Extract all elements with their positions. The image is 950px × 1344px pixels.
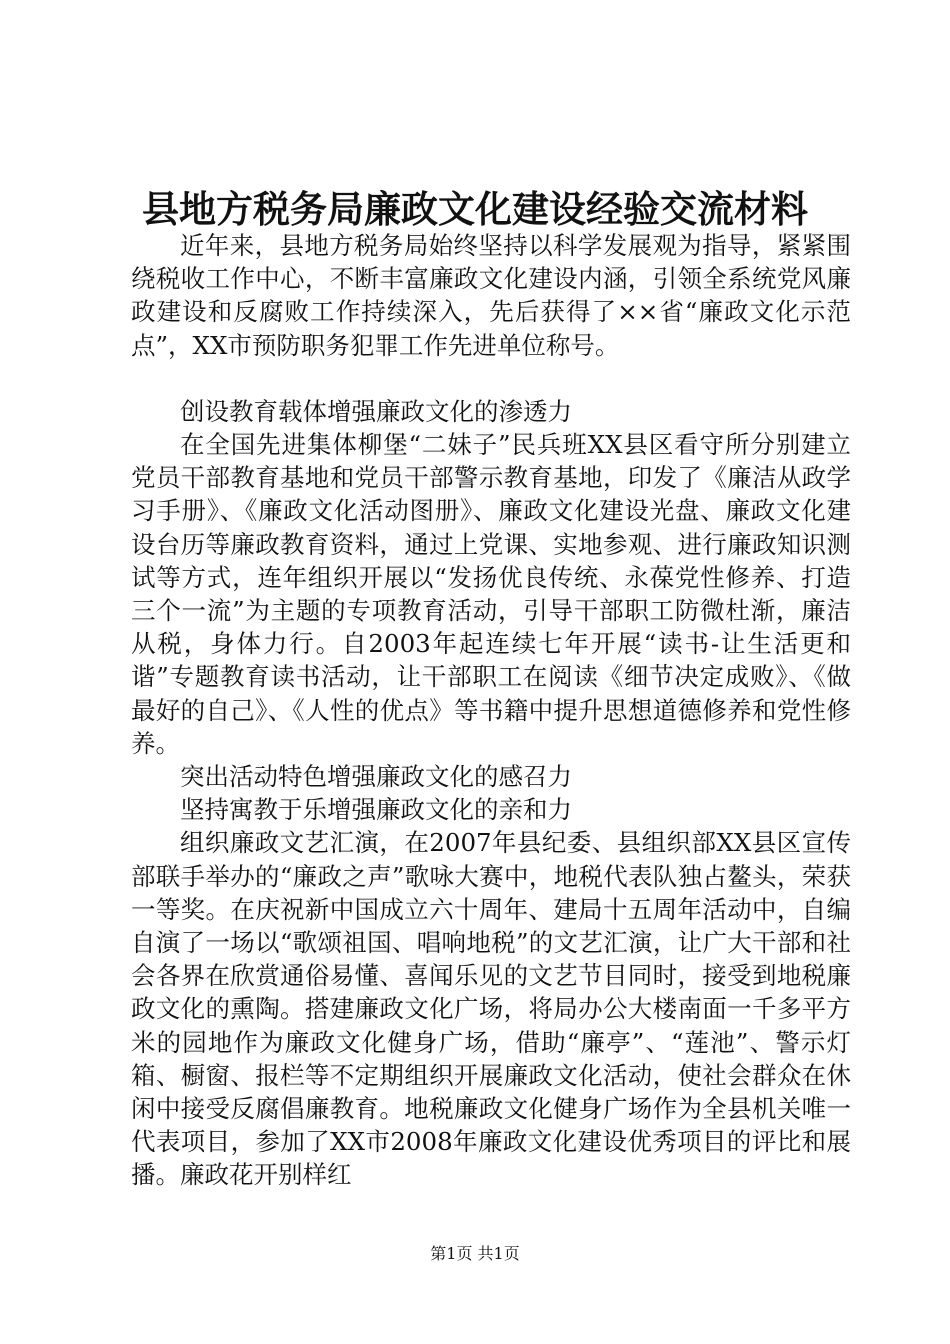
paragraph-entertainment: 组织廉政文艺汇演，在2007年县纪委、县组织部XX县区宣传部联手举办的“廉政之声”歌咏大赛中，地税代表队独占鳌头，荣获一等奖。在庆祝新中国成立六十周年、建局十五周年活动中，自编自演了一场以“歌颂祖国、唱响地税”的文艺汇演，让广大干部和社会各界在欣赏通俗易懂、喜闻乐见的文艺节目同时，接受到地税廉政文化的熏陶。搭建廉政文化广场，将局办公大楼南面一千多平方米的园地作为廉政文化健身广场，借助“廉亭”、“莲池”、警示灯箱、橱窗、报栏等不定期组织开展廉政文化活动，使社会群众在休闲中接受反腐倡廉教育。地税廉政文化健身广场作为全县机关唯一代表项目，参加了XX市2008年廉政文化建设优秀项目的评比和展播。廉政花开别样红 xyxy=(131,828,851,1190)
document-title: 县地方税务局廉政文化建设经验交流材料 xyxy=(142,187,808,231)
page-number: 第1页 共1页 xyxy=(430,1244,520,1263)
document-body xyxy=(131,229,851,1192)
section-heading-activities: 突出活动特色增强廉政文化的感召力 xyxy=(180,762,572,792)
paragraph-gap xyxy=(131,362,851,395)
paragraph-education: 在全国先进集体柳堡“二妹子”民兵班XX县区看守所分别建立党员干部教育基地和党员干部警示教育基地，印发了《廉洁从政学习手册》、《廉政文化活动图册》、廉政文化建设光盘、廉政文化建设台历等廉政教育资料，通过上党课、实地参观、进行廉政知识测试等方式，连年组织开展以“发扬优良传统、永葆党性修养、打造三个一流”为主题的专项教育活动，引导干部职工防微杜渐，廉洁从税，身体力行。自2003年起连续七年开展“读书-让生活更和谐”专题教育读书活动，让干部职工在阅读《细节决定成败》、《做最好的自己》、《人性的优点》等书籍中提升思想道德修养和党性修养。 xyxy=(131,430,851,758)
paragraph-intro: 近年来，县地方税务局始终坚持以科学发展观为指导，紧紧围绕税收工作中心，不断丰富廉政文化建设内涵，引领全系统党风廉政建设和反腐败工作持续深入，先后获得了××省“廉政文化示范点”，XX市预防职务犯罪工作先进单位称号。 xyxy=(131,231,851,360)
section-heading-entertainment: 坚持寓教于乐增强廉政文化的亲和力 xyxy=(180,795,572,825)
section-heading-education: 创设教育载体增强廉政文化的渗透力 xyxy=(180,396,572,426)
